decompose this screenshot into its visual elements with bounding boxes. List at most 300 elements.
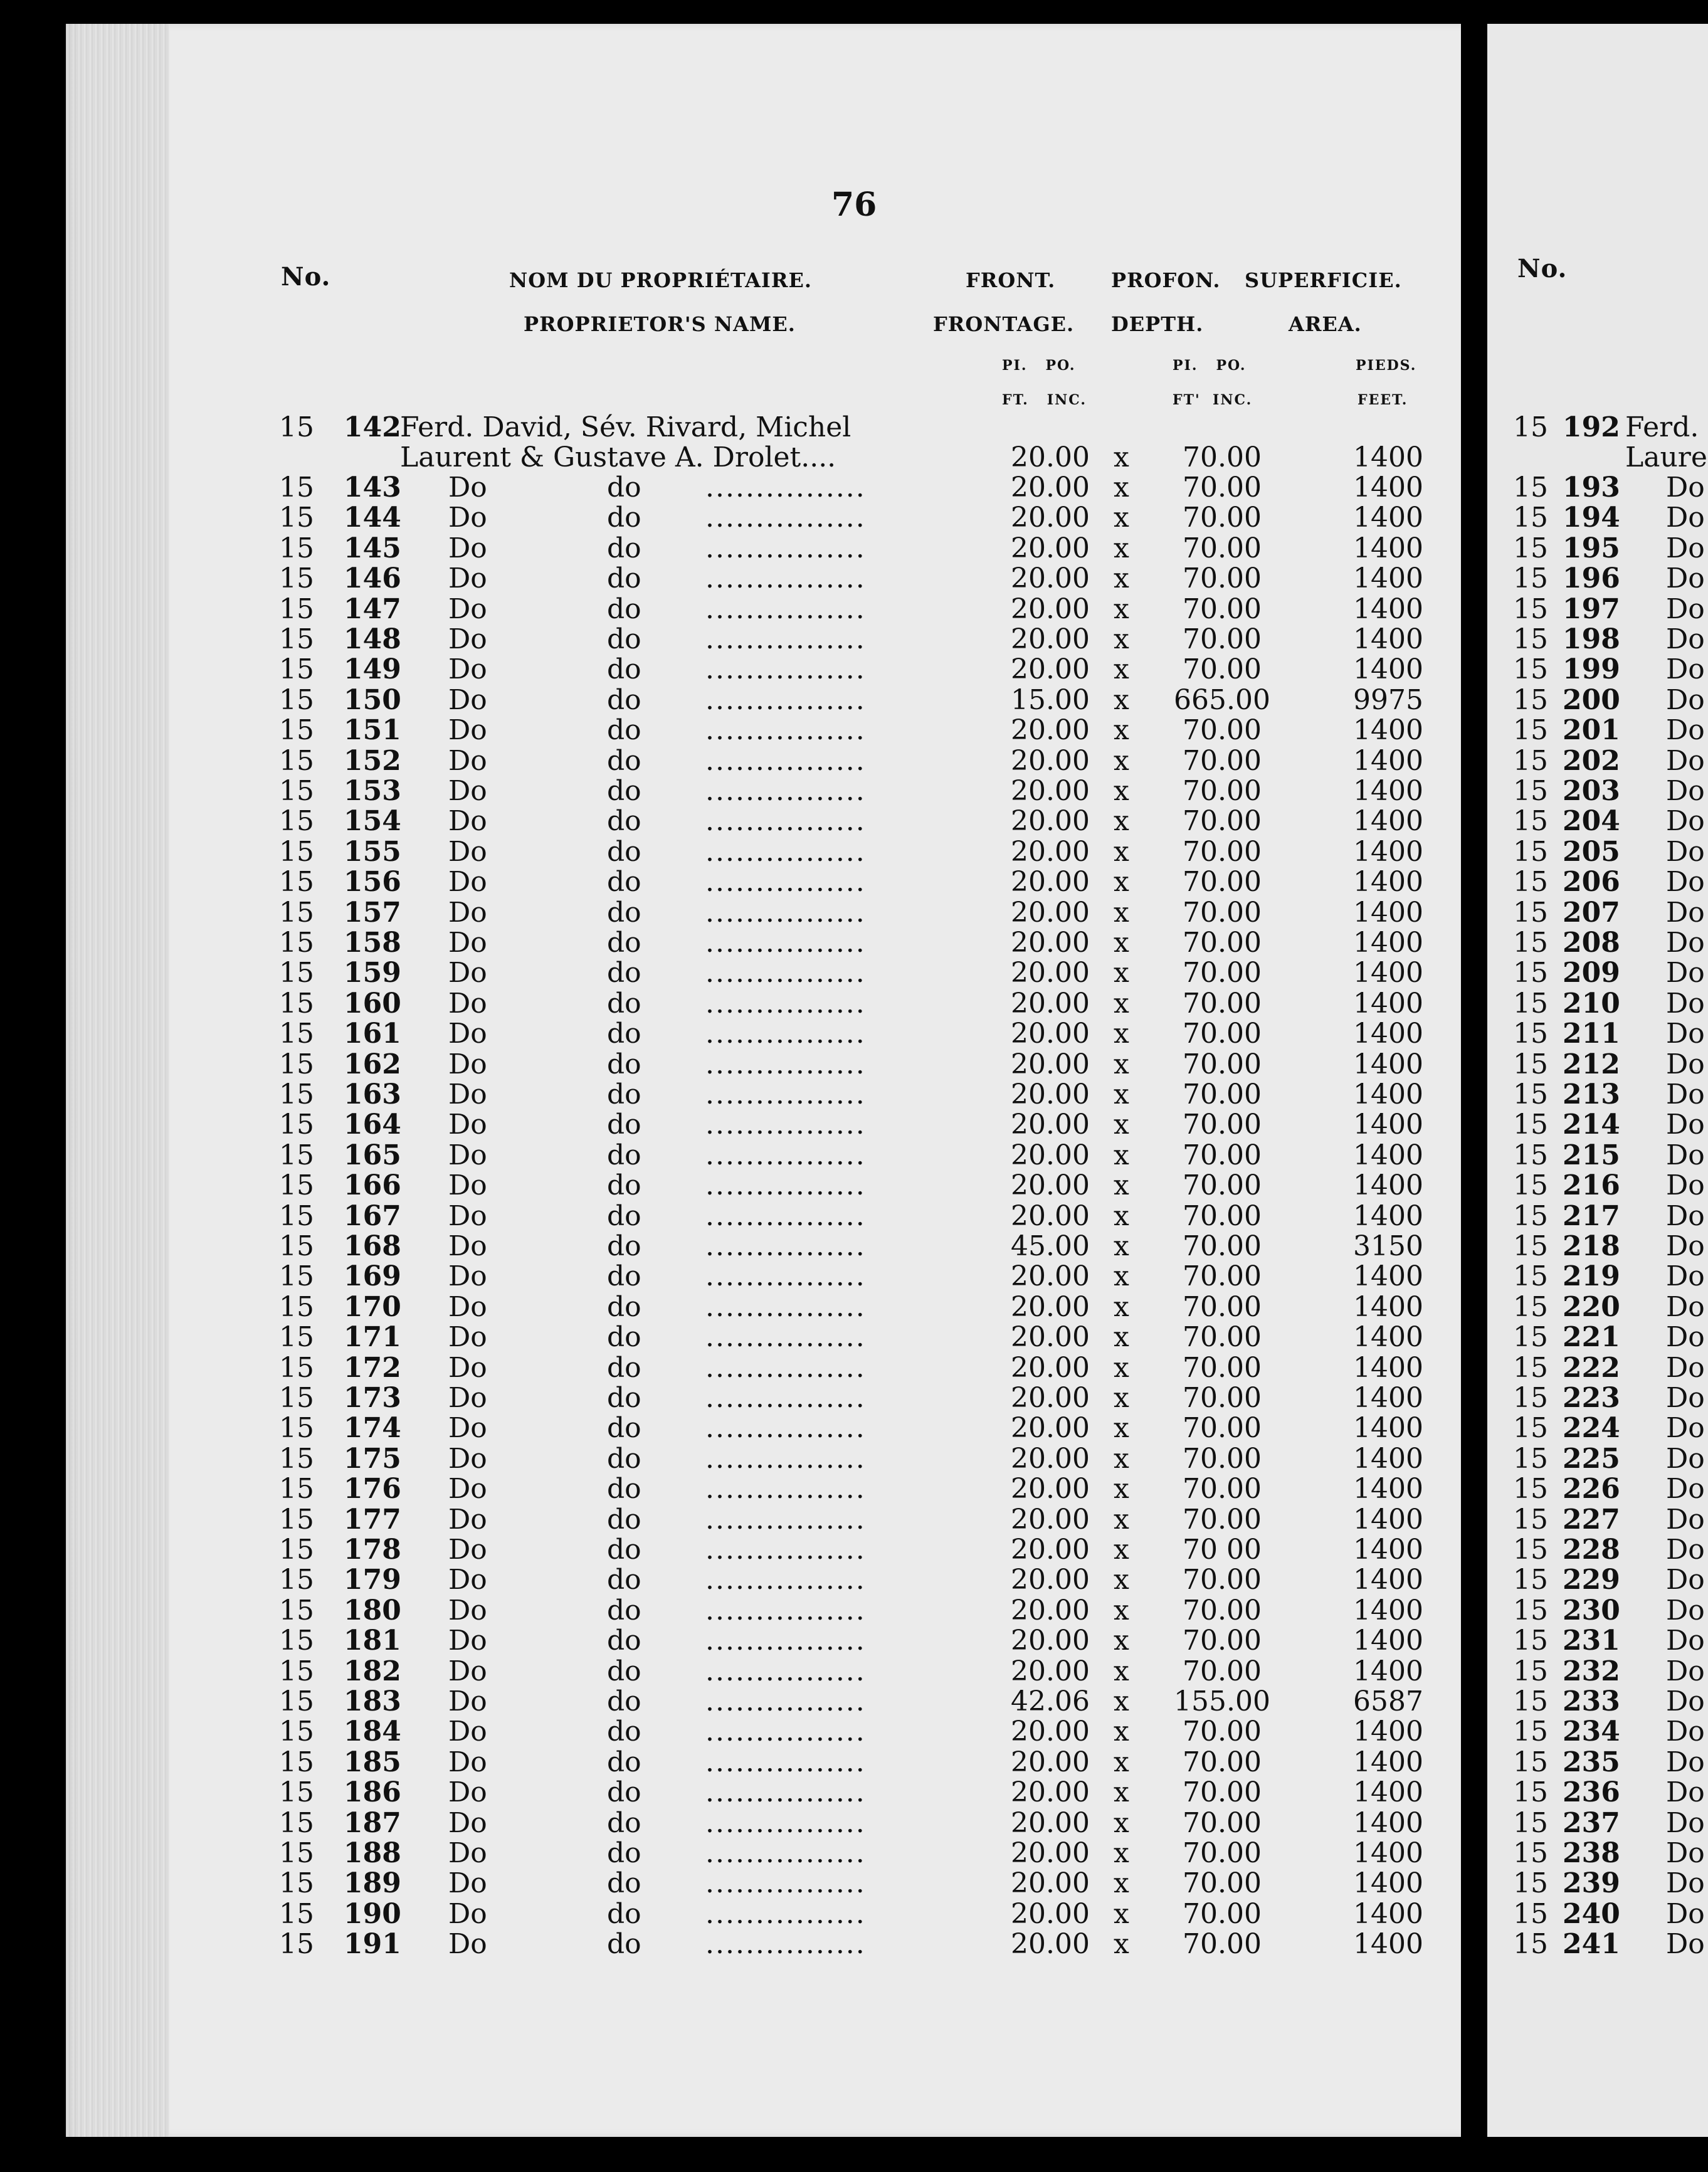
right-owner-name: Do	[1666, 683, 1705, 716]
right-owner-name: Do	[1666, 927, 1705, 959]
table-row	[0, 1382, 1461, 1412]
table-row	[0, 1139, 1461, 1169]
ward-number: 15	[279, 1048, 314, 1080]
owner-name: Do	[448, 562, 487, 595]
area-value: 1400	[1353, 896, 1423, 929]
right-owner-name: Do	[1666, 1534, 1705, 1566]
frontage-value: 20.00	[1011, 1867, 1090, 1900]
times-sign: x	[1114, 1260, 1129, 1293]
leader-dots: ................	[705, 1078, 866, 1110]
frontage-value: 20.00	[1011, 653, 1090, 686]
ward-number: 15	[279, 1412, 314, 1445]
leader-dots: ................	[705, 1290, 866, 1323]
table-row	[0, 1352, 1461, 1382]
leader-dots: ................	[705, 1928, 866, 1961]
times-sign: x	[1114, 593, 1129, 625]
right-lot-number: 198	[1563, 623, 1620, 655]
leader-dots: ................	[705, 1321, 866, 1354]
times-sign: x	[1114, 1685, 1129, 1717]
right-header-no: No.	[1517, 254, 1568, 283]
owner-name: Do	[448, 623, 487, 655]
owner-name: Do	[448, 1716, 487, 1748]
owner-name: Do	[448, 653, 487, 686]
leader-dots: ................	[705, 896, 866, 929]
leader-dots: ................	[705, 1897, 866, 1930]
owner-name: Do	[448, 532, 487, 564]
right-ward-number: 15	[1513, 957, 1548, 989]
frontage-value: 20.00	[1011, 987, 1090, 1020]
right-owner-name: Do	[1666, 1594, 1705, 1626]
owner-name: Do	[448, 1867, 487, 1900]
owner-name: Do	[448, 1685, 487, 1717]
depth-value: 70.00	[1183, 1260, 1262, 1293]
times-sign: x	[1114, 1776, 1129, 1809]
leader-dots: ................	[705, 1018, 866, 1050]
owner-name: Do	[448, 1230, 487, 1262]
right-owner-name: Do	[1666, 1655, 1705, 1687]
ward-number: 15	[279, 472, 314, 503]
right-owner-name: Do	[1666, 1867, 1705, 1900]
right-owner-name: Do	[1666, 1351, 1705, 1384]
lot-number: 151	[344, 714, 401, 747]
lot-number: 150	[344, 683, 401, 716]
right-owner-name: Do	[1666, 1503, 1705, 1536]
right-lot-number: 234	[1563, 1716, 1620, 1748]
owner-name: Do	[448, 896, 487, 929]
frontage-value: 20.00	[1011, 1412, 1090, 1445]
times-sign: x	[1114, 683, 1129, 716]
ward-number: 15	[279, 502, 314, 534]
leader-dots: ................	[705, 653, 866, 686]
depth-value: 70.00	[1183, 1290, 1262, 1323]
right-ward-number: 15	[1513, 1564, 1548, 1596]
frontage-value: 20.00	[1011, 1503, 1090, 1536]
depth-value: 70.00	[1183, 593, 1262, 625]
right-ward-number: 15	[1513, 1867, 1548, 1900]
right-owner-name: Do	[1666, 1078, 1705, 1110]
right-lot-number: 208	[1563, 927, 1620, 959]
times-sign: x	[1114, 1594, 1129, 1626]
depth-value: 70.00	[1183, 1139, 1262, 1171]
area-value: 1400	[1353, 1564, 1423, 1596]
owner-name: Do	[448, 835, 487, 868]
depth-value: 70.00	[1183, 1169, 1262, 1202]
owner-ditto: do	[607, 1260, 641, 1293]
area-value: 1400	[1353, 1897, 1423, 1930]
owner-ditto: do	[607, 623, 641, 655]
owner-name: Do	[448, 1655, 487, 1687]
leader-dots: ................	[705, 1685, 866, 1717]
frontage-value: 20.00	[1011, 896, 1090, 929]
owner-ditto: do	[607, 1442, 641, 1475]
area-value: 1400	[1353, 1806, 1423, 1839]
right-lot-number: 241	[1563, 1928, 1620, 1961]
owner-name: Do	[448, 1048, 487, 1080]
frontage-value: 20.00	[1011, 1897, 1090, 1930]
frontage-value: 20.00	[1011, 1594, 1090, 1626]
frontage-value: 20.00	[1011, 1442, 1090, 1475]
owner-ditto: do	[607, 896, 641, 929]
depth-value: 70.00	[1183, 987, 1262, 1020]
owner-ditto: do	[607, 1897, 641, 1930]
depth-value: 70.00	[1183, 1594, 1262, 1626]
ward-number: 15	[279, 1260, 314, 1293]
table-row	[0, 1169, 1461, 1202]
ward-number: 15	[279, 623, 314, 655]
owner-ditto: do	[607, 1716, 641, 1748]
depth-value: 70.00	[1183, 1351, 1262, 1384]
table-row	[0, 1837, 1461, 1867]
owner-ditto: do	[607, 1048, 641, 1080]
owner-ditto: do	[607, 472, 641, 503]
frontage-value: 15.00	[1011, 683, 1090, 716]
table-row	[0, 1260, 1461, 1293]
leader-dots: ................	[705, 1716, 866, 1748]
times-sign: x	[1114, 1199, 1129, 1232]
owner-name-line1: Ferd. David, Sév. Rivard, Michel	[400, 411, 851, 443]
right-second-line: Laure	[1625, 441, 1707, 473]
right-lot-number: 193	[1563, 472, 1620, 503]
right-ward-number: 15	[1513, 1594, 1548, 1626]
table-row	[0, 623, 1461, 653]
right-lot-number: 218	[1563, 1230, 1620, 1262]
owner-ditto: do	[607, 1078, 641, 1110]
header-area-fr: SUPERFICIE.	[1245, 268, 1402, 292]
owner-name: Do	[448, 1746, 487, 1778]
owner-ditto: do	[607, 1351, 641, 1384]
right-owner-name: Do	[1666, 957, 1705, 989]
lot-number: 190	[344, 1897, 401, 1930]
area-value: 1400	[1353, 927, 1423, 959]
lot-number: 159	[344, 957, 401, 989]
right-lot-number: 230	[1563, 1594, 1620, 1626]
lot-number: 147	[344, 593, 401, 625]
area-value: 1400	[1353, 1199, 1423, 1232]
owner-name: Do	[448, 957, 487, 989]
leader-dots: ................	[705, 1746, 866, 1778]
ward-number: 15	[279, 1534, 314, 1566]
table-row	[0, 1018, 1461, 1048]
owner-name: Do	[448, 1837, 487, 1869]
right-ward-number: 15	[1513, 1534, 1548, 1566]
owner-name: Do	[448, 1260, 487, 1293]
owner-name: Do	[448, 472, 487, 503]
right-lot-number: 226	[1563, 1473, 1620, 1505]
table-row	[0, 502, 1461, 532]
owner-ditto: do	[607, 1534, 641, 1566]
header-owner-en: PROPRIETOR'S NAME.	[524, 312, 796, 336]
depth-value: 70.00	[1183, 1564, 1262, 1596]
right-lot-number: 232	[1563, 1655, 1620, 1687]
table-row	[0, 745, 1461, 775]
lot-number: 188	[344, 1837, 401, 1869]
right-lot-number: 211	[1563, 1018, 1620, 1050]
lot-number: 146	[344, 562, 401, 595]
owner-ditto: do	[607, 1746, 641, 1778]
depth-value: 70.00	[1183, 1655, 1262, 1687]
ward-number: 15	[279, 1746, 314, 1778]
owner-ditto: do	[607, 1655, 641, 1687]
right-ward-number: 15	[1513, 1078, 1548, 1110]
lot-number: 163	[344, 1078, 401, 1110]
table-row	[0, 1807, 1461, 1837]
lot-number: 176	[344, 1473, 401, 1505]
ward-number: 15	[279, 653, 314, 686]
right-ward-number: 15	[1513, 1412, 1548, 1445]
area-value: 1400	[1353, 1139, 1423, 1171]
right-owner-name: Do	[1666, 714, 1705, 747]
right-owner-name: Do	[1666, 1230, 1705, 1262]
area-value: 1400	[1353, 1260, 1423, 1293]
depth-value: 70.00	[1183, 1716, 1262, 1748]
area-value: 1400	[1353, 835, 1423, 868]
right-lot-number: 225	[1563, 1442, 1620, 1475]
area-value: 1400	[1353, 866, 1423, 899]
right-lot-number: 196	[1563, 562, 1620, 595]
owner-ditto: do	[607, 987, 641, 1020]
owner-ditto: do	[607, 714, 641, 747]
right-lot-number: 224	[1563, 1412, 1620, 1445]
ward-number: 15	[279, 1776, 314, 1809]
frontage-value: 20.00	[1011, 1078, 1090, 1110]
ward-number: 15	[279, 1867, 314, 1900]
frontage-value: 20.00	[1011, 1169, 1090, 1202]
right-lot-number: 205	[1563, 835, 1620, 868]
table-row	[0, 1898, 1461, 1928]
right-owner-name: Do	[1666, 1290, 1705, 1323]
lot-number: 183	[344, 1685, 401, 1717]
lot-number: 164	[344, 1109, 401, 1141]
depth-value: 70.00	[1183, 957, 1262, 989]
header-front-fr: FRONT.	[966, 268, 1056, 292]
owner-name: Do	[448, 1139, 487, 1171]
ward-number: 15	[279, 1685, 314, 1717]
right-owner-name: Do	[1666, 1776, 1705, 1809]
owner-name: Do	[448, 593, 487, 625]
times-sign: x	[1114, 1503, 1129, 1536]
header-owner-fr: NOM DU PROPRIÉTAIRE.	[509, 268, 813, 292]
ward-number: 15	[279, 775, 314, 807]
table-row	[0, 1412, 1461, 1445]
frontage-value: 20.00	[1011, 532, 1090, 564]
right-owner-name: Do	[1666, 1564, 1705, 1596]
leader-dots: ................	[705, 805, 866, 838]
right-lot-number: 239	[1563, 1867, 1620, 1900]
area-value: 1400	[1353, 1109, 1423, 1141]
ward-number: 15	[279, 1078, 314, 1110]
area-value: 1400	[1353, 1867, 1423, 1900]
ward-number: 15	[279, 1169, 314, 1202]
owner-ditto: do	[607, 1806, 641, 1839]
right-ward-number: 15	[1513, 593, 1548, 625]
area-value: 1400	[1353, 1716, 1423, 1748]
table-row	[0, 1230, 1461, 1260]
owner-ditto: do	[607, 562, 641, 595]
owner-name: Do	[448, 1776, 487, 1809]
frontage-value: 20.00	[1011, 835, 1090, 868]
area-value: 6587	[1353, 1685, 1423, 1717]
lot-number: 174	[344, 1412, 401, 1445]
times-sign: x	[1114, 1139, 1129, 1171]
right-ward-number: 15	[1513, 1290, 1548, 1323]
right-owner-name: Do	[1666, 502, 1705, 534]
leader-dots: ................	[705, 1442, 866, 1475]
depth-value: 70.00	[1183, 1776, 1262, 1809]
times-sign: x	[1114, 1473, 1129, 1505]
right-lot-number: 221	[1563, 1321, 1620, 1354]
depth-value: 70.00	[1183, 866, 1262, 899]
area-value: 1400	[1353, 1928, 1423, 1961]
owner-name: Do	[448, 1442, 487, 1475]
right-ward-number: 15	[1513, 562, 1548, 595]
lot-number: 145	[344, 532, 401, 564]
area-value: 1400	[1353, 623, 1423, 655]
owner-ditto: do	[607, 653, 641, 686]
frontage-value: 20.00	[1011, 1048, 1090, 1080]
ward-number: 15	[279, 1018, 314, 1050]
table-row	[0, 1685, 1461, 1716]
frontage-value: 20.00	[1011, 1564, 1090, 1596]
ward-number: 15	[279, 1594, 314, 1626]
right-ward-number: 15	[1513, 1716, 1548, 1748]
ward-number: 15	[279, 866, 314, 899]
depth-value: 70.00	[1183, 1897, 1262, 1930]
depth-value: 70.00	[1183, 562, 1262, 595]
leader-dots: ................	[705, 472, 866, 503]
table-row	[0, 1595, 1461, 1625]
ward-number: 15	[279, 1109, 314, 1141]
owner-name: Do	[448, 502, 487, 534]
frontage-value: 20.00	[1011, 775, 1090, 807]
table-row	[0, 1746, 1461, 1776]
frontage-value: 20.00	[1011, 1139, 1090, 1171]
table-row	[0, 593, 1461, 623]
frontage-value: 20.00	[1011, 714, 1090, 747]
header-depth-units-fr: PI. PO.	[1173, 357, 1247, 374]
times-sign: x	[1114, 1412, 1129, 1445]
times-sign: x	[1114, 653, 1129, 686]
right-lot-number: 209	[1563, 957, 1620, 989]
right-ward-number: 15	[1513, 987, 1548, 1020]
right-ward-number: 15	[1513, 653, 1548, 686]
leader-dots: ................	[705, 1867, 866, 1900]
right-owner-name: Do	[1666, 896, 1705, 929]
owner-name: Do	[448, 866, 487, 899]
depth-value: 70.00	[1183, 835, 1262, 868]
right-ward-number: 15	[1513, 1321, 1548, 1354]
right-owner-name: Do	[1666, 866, 1705, 899]
right-lot-number: 231	[1563, 1625, 1620, 1657]
frontage-value: 20.00	[1011, 623, 1090, 655]
area-value: 1400	[1353, 1746, 1423, 1778]
owner-ditto: do	[607, 1837, 641, 1869]
times-sign: x	[1114, 1351, 1129, 1384]
leader-dots: ................	[705, 593, 866, 625]
right-ward-number: 15	[1513, 411, 1548, 443]
right-owner-name: Do	[1666, 1928, 1705, 1961]
leader-dots: ................	[705, 1139, 866, 1171]
lot-number: 158	[344, 927, 401, 959]
frontage-value: 20.00	[1011, 1837, 1090, 1869]
right-lot-number: 206	[1563, 866, 1620, 899]
header-area-units-en: FEET.	[1357, 392, 1408, 408]
table-row	[0, 714, 1461, 747]
leader-dots: ................	[705, 775, 866, 807]
leader-dots: ................	[705, 623, 866, 655]
frontage-value: 20.00	[1011, 805, 1090, 838]
right-ward-number: 15	[1513, 1746, 1548, 1778]
right-lot-number: 217	[1563, 1199, 1620, 1232]
leader-dots: ................	[705, 1625, 866, 1657]
right-ward-number: 15	[1513, 1625, 1548, 1657]
ward-number: 15	[279, 593, 314, 625]
area-value: 1400	[1353, 1290, 1423, 1323]
ward-number: 15	[279, 835, 314, 868]
ward-number: 15	[279, 683, 314, 716]
frontage-value: 45.00	[1011, 1230, 1090, 1262]
depth-value: 70.00	[1183, 623, 1262, 655]
frontage-value: 20.00	[1011, 1321, 1090, 1354]
table-row-first	[0, 411, 1461, 441]
right-lot-number: 197	[1563, 593, 1620, 625]
owner-name: Do	[448, 744, 487, 777]
leader-dots: ................	[705, 835, 866, 868]
leader-dots: ................	[705, 1382, 866, 1414]
right-owner-name: Do	[1666, 1685, 1705, 1717]
depth-value: 70.00	[1183, 472, 1262, 503]
table-row	[0, 1443, 1461, 1473]
leader-dots: ................	[705, 1048, 866, 1080]
area-value: 1400	[1353, 1321, 1423, 1354]
times-sign: x	[1114, 1655, 1129, 1687]
depth-value: 70.00	[1183, 1382, 1262, 1414]
right-lot-number: 233	[1563, 1685, 1620, 1717]
right-owner-name: Do	[1666, 1109, 1705, 1141]
table-row	[0, 562, 1461, 593]
right-ward-number: 15	[1513, 1897, 1548, 1930]
table-row	[0, 957, 1461, 987]
area-value: 1400	[1353, 1534, 1423, 1566]
header-depth-units-en: FT' INC.	[1173, 392, 1253, 408]
area-value: 1400	[1353, 1625, 1423, 1657]
right-lot-number: 199	[1563, 653, 1620, 686]
times-sign: x	[1114, 1442, 1129, 1475]
ward-number: 15	[279, 1625, 314, 1657]
leader-dots: ................	[705, 866, 866, 899]
right-ward-number: 15	[1513, 835, 1548, 868]
owner-name-line2: Laurent & Gustave A. Drolet....	[400, 441, 836, 473]
depth-value: 70.00	[1183, 1018, 1262, 1050]
frontage-value: 20.00	[1011, 1109, 1090, 1141]
right-ward-number: 15	[1513, 1351, 1548, 1384]
right-owner-name: Do	[1666, 1442, 1705, 1475]
owner-ditto: do	[607, 1321, 641, 1354]
depth-value: 70.00	[1183, 1746, 1262, 1778]
area-value: 1400	[1353, 1048, 1423, 1080]
lot-number: 169	[344, 1260, 401, 1293]
right-lot-number: 236	[1563, 1776, 1620, 1809]
right-ward-number: 15	[1513, 1139, 1548, 1171]
right-lot-number: 214	[1563, 1109, 1620, 1141]
frontage-value: 20.00	[1011, 1290, 1090, 1323]
ward-number: 15	[279, 411, 314, 443]
area-value: 9975	[1353, 683, 1423, 716]
lot-number: 178	[344, 1534, 401, 1566]
ward-number: 15	[279, 1321, 314, 1354]
depth-value: 70 00	[1183, 1534, 1262, 1566]
ward-number: 15	[279, 957, 314, 989]
ward-number: 15	[279, 987, 314, 1020]
